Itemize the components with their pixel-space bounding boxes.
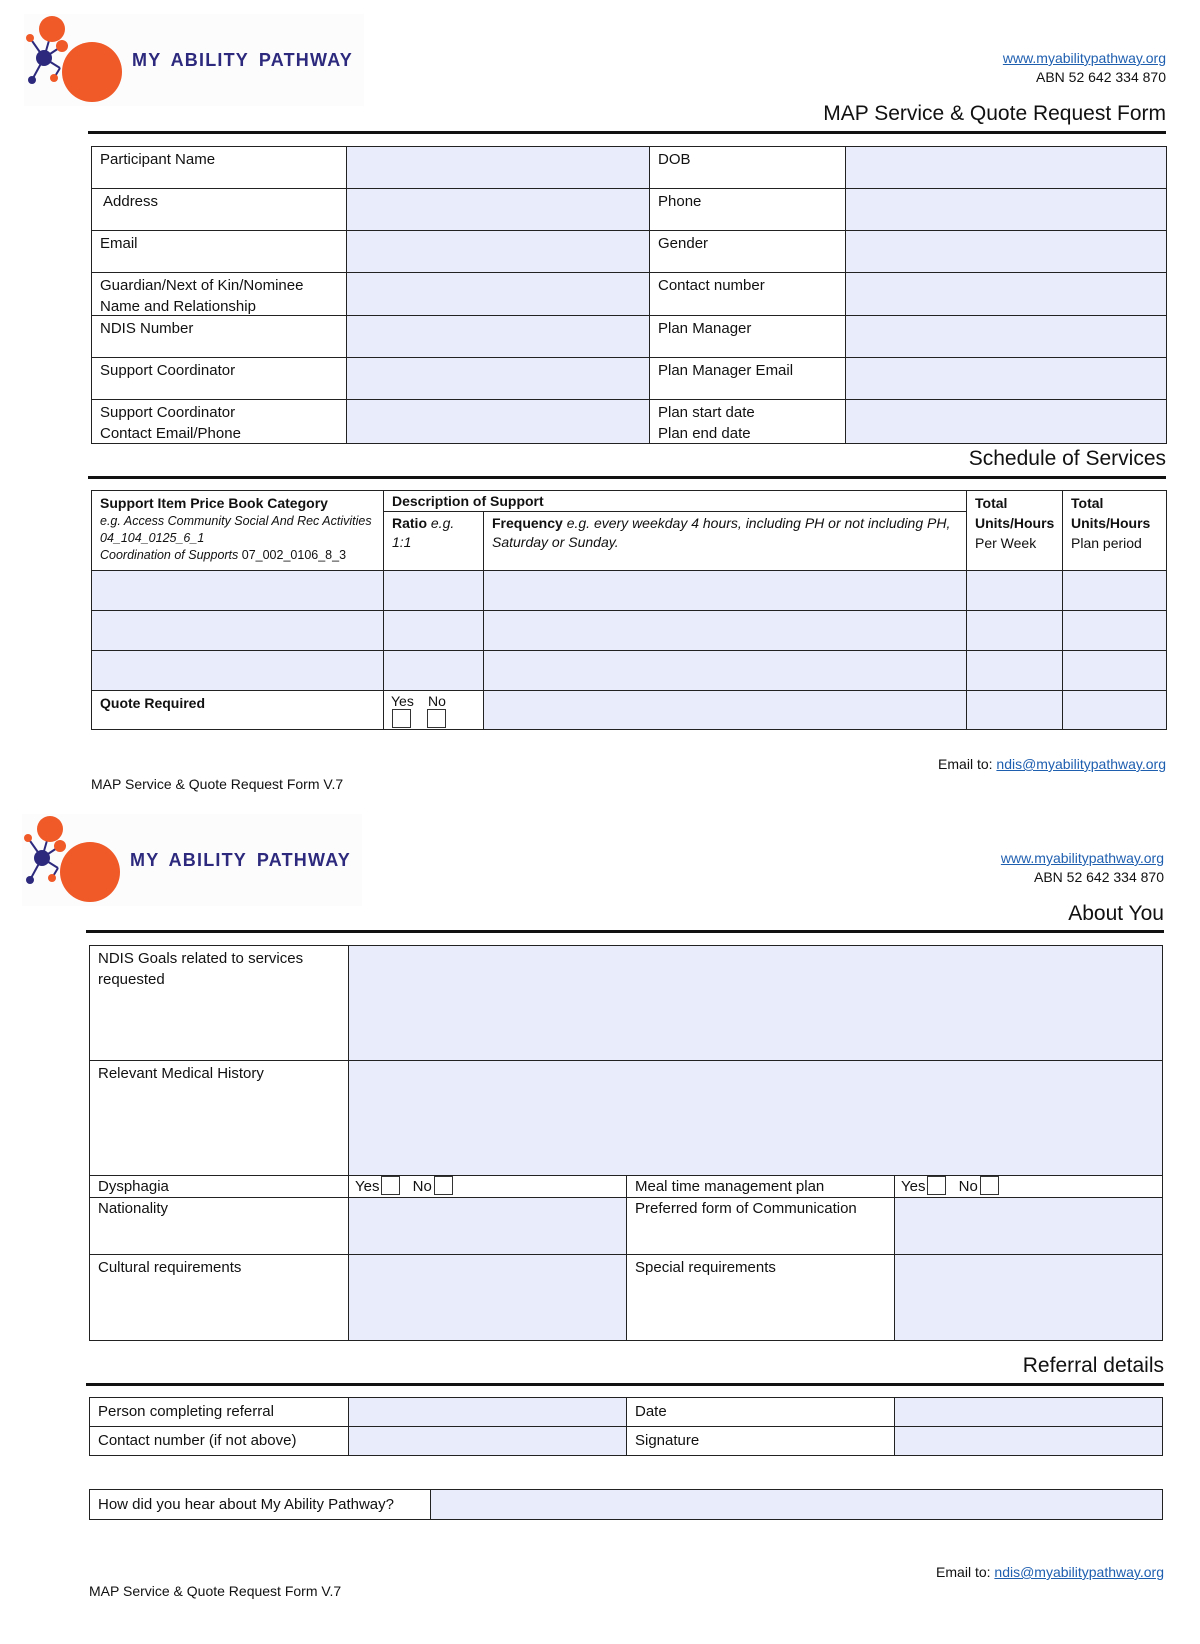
communication-field[interactable]	[894, 1197, 1163, 1255]
dysphagia-no-checkbox[interactable]	[434, 1176, 453, 1195]
cultural-field[interactable]	[348, 1254, 627, 1341]
plan-manager-label: Plan Manager	[649, 315, 846, 358]
contact-number-field[interactable]	[845, 272, 1167, 316]
brand-name: MY ABILITY PATHWAY	[130, 850, 351, 870]
quote-total-week-field[interactable]	[966, 690, 1063, 730]
frequency-field-3[interactable]	[483, 650, 967, 691]
goals-label: NDIS Goals related to services requested	[89, 945, 349, 1061]
email-label: Email	[91, 230, 347, 273]
total-week-field-3[interactable]	[966, 650, 1063, 691]
total-plan-header	[1062, 490, 1167, 571]
ratio-field-3[interactable]	[383, 650, 484, 691]
price-book-field-3[interactable]	[91, 650, 384, 691]
quote-total-plan-field[interactable]	[1062, 690, 1167, 730]
contact-number-referral-label: Contact number (if not above)	[89, 1426, 349, 1456]
address-label: Address	[91, 188, 347, 231]
quote-required-options	[383, 690, 484, 730]
dysphagia-no-label: No	[412, 1178, 432, 1195]
ndis-number-label: NDIS Number	[91, 315, 347, 358]
coordinator-contact-field[interactable]	[346, 399, 650, 444]
referral-rule	[86, 1383, 1164, 1386]
schedule-title: Schedule of Services	[968, 447, 1166, 470]
gender-label: Gender	[649, 230, 846, 273]
contact-number-referral-field[interactable]	[348, 1426, 627, 1456]
quote-required-label: Quote Required	[91, 690, 384, 730]
hear-about-label: How did you hear about My Ability Pathway?	[89, 1489, 431, 1520]
guardian-label: Guardian/Next of Kin/Nominee Name and Relationship	[91, 272, 347, 316]
quote-yes-label: Yes	[391, 693, 414, 709]
coordinator-contact-label: Support Coordinator Contact Email/Phone	[91, 399, 347, 444]
dysphagia-options	[348, 1175, 627, 1198]
signature-field[interactable]	[894, 1426, 1163, 1456]
price-book-example: e.g. Access Community Social And Rec Activities 04_104_0125_6_1	[100, 514, 372, 545]
ratio-field-1[interactable]	[383, 570, 484, 611]
date-field[interactable]	[894, 1397, 1163, 1427]
gender-field[interactable]	[845, 230, 1167, 273]
nationality-field[interactable]	[348, 1197, 627, 1255]
form-version-footer: MAP Service & Quote Request Form V.7	[89, 1583, 342, 1599]
communication-label: Preferred form of Communication	[626, 1197, 895, 1255]
person-completing-label: Person completing referral	[89, 1397, 349, 1427]
hear-about-field[interactable]	[430, 1489, 1163, 1520]
meal-no-checkbox[interactable]	[980, 1176, 999, 1195]
special-requirements-field[interactable]	[894, 1254, 1163, 1341]
about-you-title: About You	[1068, 902, 1164, 925]
title-rule	[88, 131, 1166, 134]
total-week-field-2[interactable]	[966, 610, 1063, 651]
ratio-example: e.g. 1:1	[392, 515, 455, 550]
price-book-heading: Support Item Price Book Category	[100, 495, 328, 511]
quote-details-field[interactable]	[483, 690, 967, 730]
plan-dates-label: Plan start date Plan end date	[649, 399, 846, 444]
email-field[interactable]	[346, 230, 650, 273]
ratio-header	[383, 511, 484, 571]
pathway-logo-icon	[24, 14, 134, 106]
quote-no-checkbox[interactable]	[427, 709, 446, 728]
frequency-label: Frequency	[492, 515, 563, 531]
brand-logo	[22, 814, 362, 906]
ratio-label: Ratio	[392, 515, 427, 531]
total-plan-heading: Total Units/Hours	[1071, 495, 1151, 531]
support-coordinator-label: Support Coordinator	[91, 357, 347, 400]
price-book-field-2[interactable]	[91, 610, 384, 651]
page-1	[0, 0, 1200, 800]
participant-name-field[interactable]	[346, 146, 650, 189]
frequency-header	[483, 511, 967, 571]
plan-manager-field[interactable]	[845, 315, 1167, 358]
form-version-footer: MAP Service & Quote Request Form V.7	[91, 776, 344, 792]
dysphagia-yes-label: Yes	[355, 1178, 380, 1195]
address-field[interactable]	[346, 188, 650, 231]
phone-label: Phone	[649, 188, 846, 231]
medical-history-field[interactable]	[348, 1060, 1163, 1176]
frequency-field-2[interactable]	[483, 610, 967, 651]
email-to-line	[936, 1564, 1164, 1580]
price-book-example-2: Coordination of Supports 07_002_0106_8_3	[100, 548, 347, 562]
form-title: MAP Service & Quote Request Form	[823, 102, 1166, 125]
meal-plan-options	[894, 1175, 1163, 1198]
pathway-logo-icon	[22, 814, 132, 906]
brand-logo	[24, 14, 364, 106]
brand-name: MY ABILITY PATHWAY	[132, 50, 353, 70]
medical-history-label: Relevant Medical History	[89, 1060, 349, 1176]
page-2	[0, 800, 1200, 1644]
ndis-number-field[interactable]	[346, 315, 650, 358]
person-completing-field[interactable]	[348, 1397, 627, 1427]
dob-label: DOB	[649, 146, 846, 189]
frequency-field-1[interactable]	[483, 570, 967, 611]
abn-number: ABN 52 642 334 870	[1036, 69, 1166, 85]
website-link[interactable]: www.myabilitypathway.org	[1002, 50, 1166, 66]
special-requirements-label: Special requirements	[626, 1254, 895, 1341]
goals-field[interactable]	[348, 945, 1163, 1061]
phone-field[interactable]	[845, 188, 1167, 231]
total-week-field-1[interactable]	[966, 570, 1063, 611]
plan-manager-email-field[interactable]	[845, 357, 1167, 400]
website-link[interactable]: www.myabilitypathway.org	[1000, 850, 1164, 866]
description-heading-text: Description of Support	[392, 493, 544, 509]
total-plan-sub: Plan period	[1071, 535, 1142, 551]
price-book-header	[91, 490, 384, 571]
schedule-rule	[88, 476, 1166, 479]
quote-no-label: No	[428, 693, 446, 709]
email-to-prefix: Email to:	[936, 1564, 991, 1580]
meal-yes-checkbox[interactable]	[927, 1176, 946, 1195]
dysphagia-label: Dysphagia	[89, 1175, 349, 1198]
meal-plan-label: Meal time management plan	[626, 1175, 895, 1198]
meal-yes-label: Yes	[901, 1178, 926, 1195]
abn-number: ABN 52 642 334 870	[1034, 869, 1164, 885]
email-link[interactable]: ndis@myabilitypathway.org	[994, 1564, 1164, 1580]
signature-label: Signature	[626, 1426, 895, 1456]
email-to-line	[938, 756, 1166, 772]
total-week-heading: Total Units/Hours	[975, 495, 1055, 531]
total-plan-field-1[interactable]	[1062, 570, 1167, 611]
dysphagia-yes-checkbox[interactable]	[381, 1176, 400, 1195]
meal-no-label: No	[958, 1178, 978, 1195]
email-to-prefix: Email to:	[938, 756, 993, 772]
quote-yes-checkbox[interactable]	[392, 709, 411, 728]
total-plan-field-3[interactable]	[1062, 650, 1167, 691]
participant-name-label: Participant Name	[91, 146, 347, 189]
price-book-field-1[interactable]	[91, 570, 384, 611]
email-link[interactable]: ndis@myabilitypathway.org	[996, 756, 1166, 772]
guardian-field[interactable]	[346, 272, 650, 316]
total-week-header	[966, 490, 1063, 571]
total-week-sub: Per Week	[975, 535, 1037, 551]
dob-field[interactable]	[845, 146, 1167, 189]
date-label: Date	[626, 1397, 895, 1427]
description-heading	[383, 490, 967, 512]
support-coordinator-field[interactable]	[346, 357, 650, 400]
plan-manager-email-label: Plan Manager Email	[649, 357, 846, 400]
frequency-example: e.g. every weekday 4 hours, including PH or not including PH, Saturday or Sunday.	[492, 515, 951, 550]
total-plan-field-2[interactable]	[1062, 610, 1167, 651]
contact-number-label: Contact number	[649, 272, 846, 316]
ratio-field-2[interactable]	[383, 610, 484, 651]
plan-dates-field[interactable]	[845, 399, 1167, 444]
referral-title: Referral details	[1022, 1354, 1164, 1377]
cultural-label: Cultural requirements	[89, 1254, 349, 1341]
about-you-rule	[86, 930, 1164, 933]
nationality-label: Nationality	[89, 1197, 349, 1255]
